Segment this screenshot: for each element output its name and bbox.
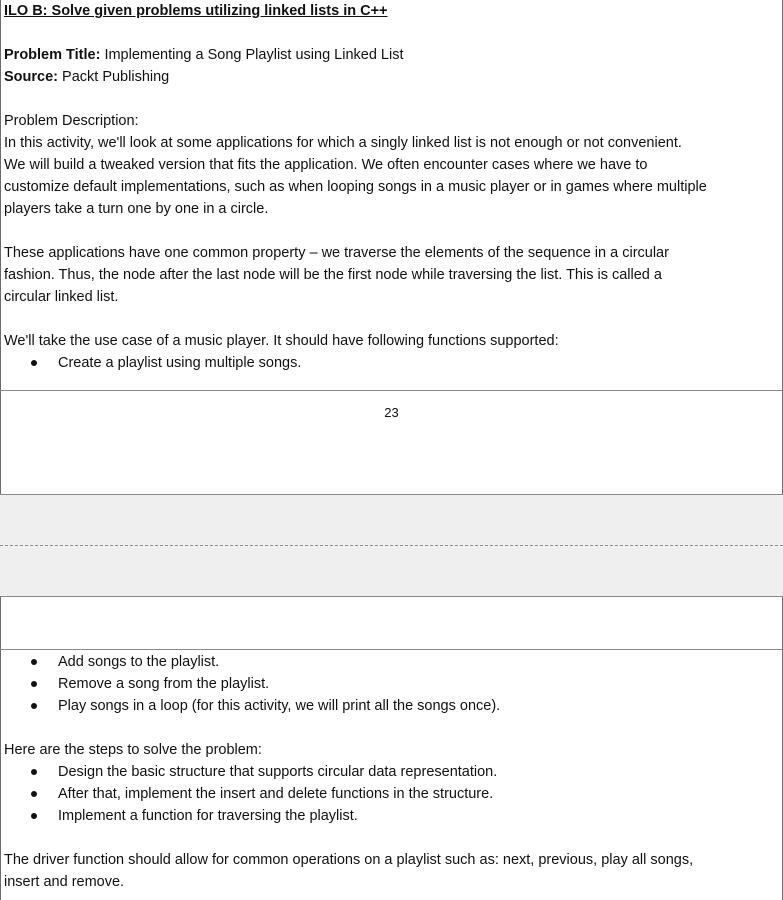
list-item: After that, implement the insert and delete functions in the structure. [4,783,780,805]
problem-title: Implementing a Song Playlist using Linked List [104,47,404,63]
problem-title-line [4,44,780,66]
description-para2-line-1: These applications have one common property – we traverse the elements of the sequence in a circular [4,245,669,261]
description-line-3: customize default implementations, such as when looping songs in a music player or in games where multiple [4,179,707,195]
page-number: 23 [384,405,399,420]
page-gap-bottom-edge [0,596,783,597]
functions-list-part1 [4,352,780,374]
description-para2-line-2: fashion. Thus, the node after the last node will be the first node while traversing the list. This is called a [4,267,662,283]
page-left-border [0,0,1,900]
list-item: Play songs in a loop (for this activity, we will print all the songs once). [4,695,780,717]
description-line-4: players take a turn one by one in a circle. [4,201,269,217]
bullet-icon [31,681,37,687]
source-line [4,66,780,88]
description-label: Problem Description: [4,113,139,129]
bullet-icon [31,703,37,709]
problem-title-label: Problem Title: [4,47,101,63]
list-item: Add songs to the playlist. [4,651,780,673]
source-value: Packt Publishing [62,69,170,85]
page-bottom-edge [0,390,783,391]
page-top-content [4,0,780,374]
functions-list-part2 [4,651,780,717]
description-line-1: In this activity, we'll look at some applications for which a singly linked list is not enough or not convenient. [4,135,682,151]
bullet-icon [31,813,37,819]
use-case-intro: We'll take the use case of a music player. It should have following functions supported: [4,333,559,349]
bullet-icon [31,791,37,797]
steps-list [4,761,780,827]
list-item: Create a playlist using multiple songs. [4,352,780,374]
description-line-2: We will build a tweaked version that fits the application. We often encounter cases where we have to [4,157,648,173]
steps-intro: Here are the steps to solve the problem: [4,742,262,758]
list-item: Implement a function for traversing the playlist. [4,805,780,827]
bullet-icon [31,769,37,775]
next-page-header-rule [0,649,783,650]
list-item: Remove a song from the playlist. [4,673,780,695]
source-label: Source: [4,69,58,85]
driver-line-2: insert and remove. [4,874,125,890]
page-break-dashed-line [0,545,783,546]
description-para2-line-3: circular linked list. [4,289,119,305]
driver-line-1: The driver function should allow for common operations on a playlist such as: next, previous, play all songs, [4,852,694,868]
bullet-icon [31,360,37,366]
ilo-heading: ILO B: Solve given problems utilizing linked lists in C++ [4,3,388,19]
bullet-icon [31,659,37,665]
page-next-content [4,651,780,893]
list-item: Design the basic structure that supports circular data representation. [4,761,780,783]
